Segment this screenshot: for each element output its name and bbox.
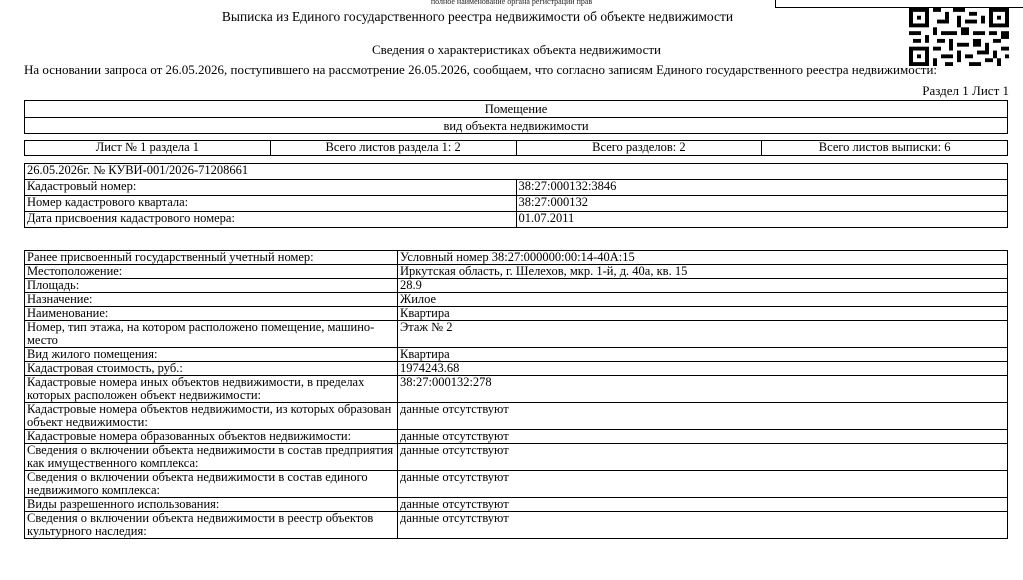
table-row <box>25 362 1008 376</box>
cadastral-info-table <box>24 163 1008 228</box>
row-label: Наименование: <box>25 307 398 321</box>
row-label: Сведения о включении объекта недвижимости в состав единого недвижимого комплекса: <box>25 471 398 498</box>
row-label: Кадастровые номера образованных объектов недвижимости: <box>25 430 398 444</box>
row-value: данные отсутствуют <box>398 512 1008 539</box>
document-subtitle: Сведения о характеристиках объекта недвижимости <box>371 42 662 57</box>
row-value: 38:27:000132 <box>516 196 1008 212</box>
table-row <box>25 376 1008 403</box>
row-label: Дата присвоения кадастрового номера: <box>25 212 517 228</box>
object-type-box <box>24 100 1008 134</box>
table-row <box>25 498 1008 512</box>
row-value: данные отсутствуют <box>398 444 1008 471</box>
row-value: данные отсутствуют <box>398 430 1008 444</box>
row-value: 38:27:000132:278 <box>398 376 1008 403</box>
row-label: Кадастровая стоимость, руб.: <box>25 362 398 376</box>
sections-total: Всего разделов: 2 <box>516 141 762 156</box>
registry-authority-note: полное наименование органа регистрации прав <box>430 0 593 6</box>
row-value: данные отсутствуют <box>398 498 1008 512</box>
row-label: Площадь: <box>25 279 398 293</box>
row-label: Виды разрешенного использования: <box>25 498 398 512</box>
row-value: 01.07.2011 <box>516 212 1008 228</box>
table-row <box>25 430 1008 444</box>
section-sheet-label: Раздел 1 Лист 1 <box>922 83 1009 98</box>
section-sheets-total: Всего листов раздела 1: 2 <box>270 141 516 156</box>
property-characteristics-table <box>24 250 1008 539</box>
row-value: Иркутская область, г. Шелехов, мкр. 1-й, д. 40а, кв. 15 <box>398 265 1008 279</box>
sheet-info-table <box>24 140 1008 156</box>
table-row <box>25 444 1008 471</box>
document-title: Выписка из Единого государственного реестра недвижимости об объекте недвижимости <box>221 9 734 24</box>
table-row <box>25 321 1008 348</box>
request-basis-text: На основании запроса от 26.05.2026, поступившего на рассмотрение 26.05.2026, сообщаем, что согласно записям Единого государственного реестра недвижимости: <box>24 62 938 77</box>
corner-frame <box>775 0 1023 8</box>
object-type: Помещение <box>484 102 548 116</box>
row-value: Квартира <box>398 307 1008 321</box>
table-row <box>25 279 1008 293</box>
row-value: Квартира <box>398 348 1008 362</box>
table-row <box>25 293 1008 307</box>
table-row <box>25 180 1008 196</box>
table-row <box>25 212 1008 228</box>
extract-sheets-total: Всего листов выписки: 6 <box>762 141 1008 156</box>
row-label: Номер, тип этажа, на котором расположено помещение, машино-место <box>25 321 398 348</box>
row-label: Кадастровые номера объектов недвижимости, из которых образован объект недвижимости: <box>25 403 398 430</box>
row-value: Этаж № 2 <box>398 321 1008 348</box>
row-value: данные отсутствуют <box>398 471 1008 498</box>
row-value: 28.9 <box>398 279 1008 293</box>
table-row <box>25 307 1008 321</box>
table-row <box>25 403 1008 430</box>
table-row <box>25 196 1008 212</box>
row-label: Вид жилого помещения: <box>25 348 398 362</box>
row-value: Условный номер 38:27:000000:00:14-40А:15 <box>398 251 1008 265</box>
table-row <box>25 265 1008 279</box>
object-type-caption: вид объекта недвижимости <box>25 117 1007 134</box>
row-value: 38:27:000132:3846 <box>516 180 1008 196</box>
row-label: Кадастровые номера иных объектов недвижимости, в пределах которых расположен объект недвижимости: <box>25 376 398 403</box>
row-label: Номер кадастрового квартала: <box>25 196 517 212</box>
row-label: Сведения о включении объекта недвижимости в реестр объектов культурного наследия: <box>25 512 398 539</box>
row-label: Назначение: <box>25 293 398 307</box>
row-label: Ранее присвоенный государственный учетный номер: <box>25 251 398 265</box>
row-label: Сведения о включении объекта недвижимости в состав предприятия как имущественного комплекса: <box>25 444 398 471</box>
document-reference: 26.05.2026г. № КУВИ-001/2026-71208661 <box>25 164 1008 180</box>
row-value: Жилое <box>398 293 1008 307</box>
table-row <box>25 251 1008 265</box>
row-label: Кадастровый номер: <box>25 180 517 196</box>
table-row <box>25 512 1008 539</box>
row-label: Местоположение: <box>25 265 398 279</box>
table-row <box>25 348 1008 362</box>
row-value: данные отсутствуют <box>398 403 1008 430</box>
sheet-number: Лист № 1 раздела 1 <box>25 141 271 156</box>
row-value: 1974243.68 <box>398 362 1008 376</box>
table-row <box>25 471 1008 498</box>
